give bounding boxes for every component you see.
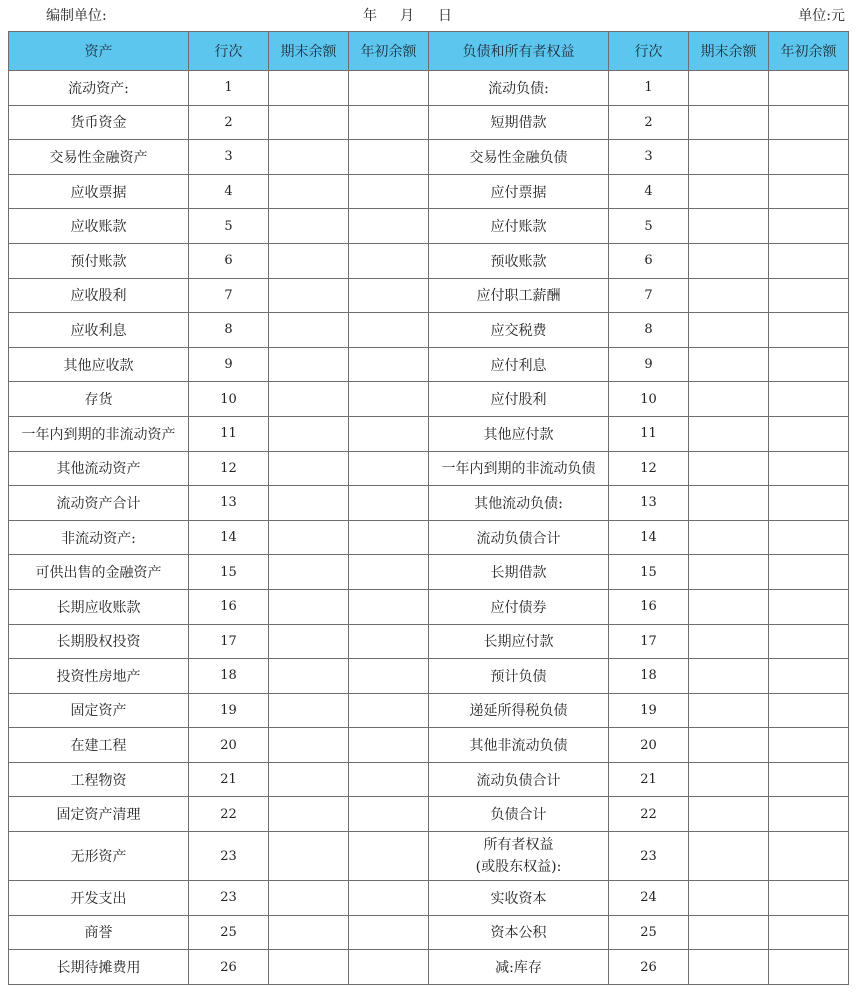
column-header-liab-ending-balance: 期末余额 (689, 32, 769, 71)
liability-item-cell: 其他应付款 (429, 416, 609, 451)
table-row (9, 520, 849, 555)
asset-ending-balance-cell[interactable] (269, 950, 349, 985)
asset-ending-balance-cell[interactable] (269, 589, 349, 624)
liability-line-no-cell: 2 (609, 105, 689, 140)
asset-opening-balance-cell[interactable] (349, 624, 429, 659)
liability-ending-balance-cell[interactable] (689, 451, 769, 486)
liability-line-no-cell: 10 (609, 382, 689, 417)
liability-opening-balance-cell[interactable] (769, 589, 849, 624)
liability-item-cell: 应付利息 (429, 347, 609, 382)
column-header-liab-line-no: 行次 (609, 32, 689, 71)
asset-ending-balance-cell[interactable] (269, 520, 349, 555)
liability-opening-balance-cell[interactable] (769, 520, 849, 555)
asset-item-cell: 应收票据 (9, 174, 189, 209)
liability-line-no-cell: 3 (609, 140, 689, 175)
liability-item-cell: 长期借款 (429, 555, 609, 590)
asset-opening-balance-cell[interactable] (349, 313, 429, 348)
liability-item-cell: 实收资本 (429, 881, 609, 916)
liability-opening-balance-cell[interactable] (769, 832, 849, 881)
asset-item-cell: 一年内到期的非流动资产 (9, 416, 189, 451)
liability-line-no-cell: 24 (609, 881, 689, 916)
liability-opening-balance-cell[interactable] (769, 347, 849, 382)
currency-unit-label: 单位:元 (798, 8, 845, 24)
asset-line-no-cell: 25 (189, 915, 269, 950)
table-row (9, 416, 849, 451)
table-row (9, 243, 849, 278)
asset-opening-balance-cell[interactable] (349, 347, 429, 382)
asset-item-cell: 投资性房地产 (9, 659, 189, 694)
asset-line-no-cell: 16 (189, 589, 269, 624)
balance-sheet-table (8, 31, 849, 985)
asset-item-cell: 长期股权投资 (9, 624, 189, 659)
liability-line-no-cell: 1 (609, 71, 689, 106)
date-day-label: 日 (438, 8, 452, 24)
table-header-row (9, 32, 849, 71)
asset-ending-balance-cell[interactable] (269, 762, 349, 797)
liability-line-no-cell: 14 (609, 520, 689, 555)
asset-ending-balance-cell[interactable] (269, 486, 349, 521)
liability-ending-balance-cell[interactable] (689, 243, 769, 278)
liability-ending-balance-cell[interactable] (689, 693, 769, 728)
liability-line-no-cell: 11 (609, 416, 689, 451)
table-row (9, 209, 849, 244)
asset-ending-balance-cell[interactable] (269, 624, 349, 659)
asset-ending-balance-cell[interactable] (269, 71, 349, 106)
liability-opening-balance-cell[interactable] (769, 728, 849, 763)
liability-opening-balance-cell[interactable] (769, 243, 849, 278)
liability-line-no-cell: 18 (609, 659, 689, 694)
asset-item-cell: 流动资产: (9, 71, 189, 106)
report-header (0, 0, 861, 30)
liability-opening-balance-cell[interactable] (769, 881, 849, 916)
liability-line-no-cell: 20 (609, 728, 689, 763)
liability-opening-balance-cell[interactable] (769, 105, 849, 140)
asset-line-no-cell: 20 (189, 728, 269, 763)
asset-opening-balance-cell[interactable] (349, 659, 429, 694)
liability-ending-balance-cell[interactable] (689, 347, 769, 382)
asset-opening-balance-cell[interactable] (349, 174, 429, 209)
column-header-liab-opening-balance: 年初余额 (769, 32, 849, 71)
liability-item-cell: 减:库存 (429, 950, 609, 985)
asset-opening-balance-cell[interactable] (349, 105, 429, 140)
liability-opening-balance-cell[interactable] (769, 624, 849, 659)
asset-ending-balance-cell[interactable] (269, 140, 349, 175)
liability-opening-balance-cell[interactable] (769, 140, 849, 175)
liability-line-no-cell: 21 (609, 762, 689, 797)
liability-item-cell: 资本公积 (429, 915, 609, 950)
asset-opening-balance-cell[interactable] (349, 762, 429, 797)
liability-ending-balance-cell[interactable] (689, 915, 769, 950)
table-row (9, 950, 849, 985)
asset-opening-balance-cell[interactable] (349, 693, 429, 728)
liability-ending-balance-cell[interactable] (689, 313, 769, 348)
table-row (9, 140, 849, 175)
asset-ending-balance-cell[interactable] (269, 555, 349, 590)
asset-line-no-cell: 15 (189, 555, 269, 590)
liability-ending-balance-cell[interactable] (689, 624, 769, 659)
asset-item-cell: 其他应收款 (9, 347, 189, 382)
asset-item-cell: 固定资产 (9, 693, 189, 728)
liability-line-no-cell: 13 (609, 486, 689, 521)
liability-opening-balance-cell[interactable] (769, 486, 849, 521)
liability-opening-balance-cell[interactable] (769, 915, 849, 950)
asset-item-cell: 应收利息 (9, 313, 189, 348)
liability-line-no-cell: 12 (609, 451, 689, 486)
liability-line-no-cell: 7 (609, 278, 689, 313)
liability-line-no-cell: 15 (609, 555, 689, 590)
liability-opening-balance-cell[interactable] (769, 693, 849, 728)
table-row (9, 347, 849, 382)
date-month-label: 月 (400, 8, 414, 24)
table-row (9, 797, 849, 832)
liability-ending-balance-cell[interactable] (689, 589, 769, 624)
column-header-liabilities-equity: 负债和所有者权益 (429, 32, 609, 71)
liability-item-cell: 流动负债合计 (429, 520, 609, 555)
liability-opening-balance-cell[interactable] (769, 71, 849, 106)
asset-item-cell: 应收账款 (9, 209, 189, 244)
column-header-asset-line-no: 行次 (189, 32, 269, 71)
liability-ending-balance-cell[interactable] (689, 555, 769, 590)
liability-item-cell: 递延所得税负债 (429, 693, 609, 728)
asset-opening-balance-cell[interactable] (349, 555, 429, 590)
asset-opening-balance-cell[interactable] (349, 832, 429, 881)
asset-item-cell: 长期应收账款 (9, 589, 189, 624)
liability-opening-balance-cell[interactable] (769, 950, 849, 985)
asset-opening-balance-cell[interactable] (349, 243, 429, 278)
asset-item-cell: 存货 (9, 382, 189, 417)
liability-ending-balance-cell[interactable] (689, 174, 769, 209)
date-year-label: 年 (363, 8, 377, 24)
asset-opening-balance-cell[interactable] (349, 797, 429, 832)
liability-opening-balance-cell[interactable] (769, 555, 849, 590)
asset-item-cell: 交易性金融资产 (9, 140, 189, 175)
liability-ending-balance-cell[interactable] (689, 486, 769, 521)
column-header-asset-opening-balance: 年初余额 (349, 32, 429, 71)
table-row (9, 486, 849, 521)
asset-opening-balance-cell[interactable] (349, 728, 429, 763)
liability-line-no-cell: 19 (609, 693, 689, 728)
liability-item-cell: 流动负债: (429, 71, 609, 106)
table-row (9, 278, 849, 313)
table-row (9, 71, 849, 106)
asset-item-cell: 其他流动资产 (9, 451, 189, 486)
liability-item-cell: 应交税费 (429, 313, 609, 348)
liability-opening-balance-cell[interactable] (769, 416, 849, 451)
asset-ending-balance-cell[interactable] (269, 881, 349, 916)
liability-ending-balance-cell[interactable] (689, 278, 769, 313)
liability-item-cell: 应付股利 (429, 382, 609, 417)
table-row (9, 728, 849, 763)
liability-line-no-cell: 6 (609, 243, 689, 278)
liability-opening-balance-cell[interactable] (769, 278, 849, 313)
liability-item-cell: 负债合计 (429, 797, 609, 832)
asset-opening-balance-cell[interactable] (349, 416, 429, 451)
table-row (9, 659, 849, 694)
asset-line-no-cell: 14 (189, 520, 269, 555)
asset-opening-balance-cell[interactable] (349, 71, 429, 106)
liability-line-no-cell: 16 (609, 589, 689, 624)
table-row (9, 762, 849, 797)
column-header-asset-ending-balance: 期末余额 (269, 32, 349, 71)
asset-opening-balance-cell[interactable] (349, 140, 429, 175)
asset-opening-balance-cell[interactable] (349, 209, 429, 244)
asset-ending-balance-cell[interactable] (269, 382, 349, 417)
table-row (9, 105, 849, 140)
asset-line-no-cell: 21 (189, 762, 269, 797)
asset-line-no-cell: 22 (189, 797, 269, 832)
asset-ending-balance-cell[interactable] (269, 451, 349, 486)
liability-ending-balance-cell[interactable] (689, 762, 769, 797)
asset-line-no-cell: 18 (189, 659, 269, 694)
asset-item-cell: 应收股利 (9, 278, 189, 313)
liability-item-cell: 其他非流动负债 (429, 728, 609, 763)
asset-opening-balance-cell[interactable] (349, 589, 429, 624)
liability-item-cell: 交易性金融负债 (429, 140, 609, 175)
liability-ending-balance-cell[interactable] (689, 950, 769, 985)
table-row (9, 174, 849, 209)
liability-ending-balance-cell[interactable] (689, 416, 769, 451)
asset-line-no-cell: 23 (189, 832, 269, 881)
asset-opening-balance-cell[interactable] (349, 382, 429, 417)
asset-line-no-cell: 11 (189, 416, 269, 451)
asset-opening-balance-cell[interactable] (349, 520, 429, 555)
liability-item-cell: 流动负债合计 (429, 762, 609, 797)
asset-ending-balance-cell[interactable] (269, 174, 349, 209)
asset-line-no-cell: 23 (189, 881, 269, 916)
liability-ending-balance-cell[interactable] (689, 881, 769, 916)
liability-opening-balance-cell[interactable] (769, 797, 849, 832)
table-row (9, 589, 849, 624)
asset-opening-balance-cell[interactable] (349, 881, 429, 916)
asset-line-no-cell: 9 (189, 347, 269, 382)
asset-item-cell: 非流动资产: (9, 520, 189, 555)
liability-ending-balance-cell[interactable] (689, 832, 769, 881)
asset-item-cell: 可供出售的金融资产 (9, 555, 189, 590)
liability-line-no-cell: 8 (609, 313, 689, 348)
asset-ending-balance-cell[interactable] (269, 209, 349, 244)
table-row (9, 832, 849, 881)
table-row (9, 313, 849, 348)
liability-opening-balance-cell[interactable] (769, 313, 849, 348)
column-header-assets: 资产 (9, 32, 189, 71)
asset-ending-balance-cell[interactable] (269, 278, 349, 313)
liability-line-no-cell: 22 (609, 797, 689, 832)
liability-ending-balance-cell[interactable] (689, 797, 769, 832)
liability-opening-balance-cell[interactable] (769, 762, 849, 797)
liability-opening-balance-cell[interactable] (769, 174, 849, 209)
liability-line-no-cell: 5 (609, 209, 689, 244)
asset-ending-balance-cell[interactable] (269, 693, 349, 728)
liability-line-no-cell: 26 (609, 950, 689, 985)
liability-item-cell: 应付债券 (429, 589, 609, 624)
liability-item-cell: 其他流动负债: (429, 486, 609, 521)
asset-ending-balance-cell[interactable] (269, 347, 349, 382)
liability-line-no-cell: 4 (609, 174, 689, 209)
liability-item-cell: 短期借款 (429, 105, 609, 140)
liability-ending-balance-cell[interactable] (689, 382, 769, 417)
table-row (9, 624, 849, 659)
asset-line-no-cell: 26 (189, 950, 269, 985)
asset-line-no-cell: 7 (189, 278, 269, 313)
asset-line-no-cell: 17 (189, 624, 269, 659)
table-row (9, 881, 849, 916)
liability-opening-balance-cell[interactable] (769, 451, 849, 486)
liability-item-cell: 应付账款 (429, 209, 609, 244)
asset-item-cell: 长期待摊费用 (9, 950, 189, 985)
asset-item-cell: 货币资金 (9, 105, 189, 140)
asset-ending-balance-cell[interactable] (269, 797, 349, 832)
liability-line-no-cell: 25 (609, 915, 689, 950)
table-row (9, 915, 849, 950)
liability-item-cell: 应付票据 (429, 174, 609, 209)
asset-item-cell: 无形资产 (9, 832, 189, 881)
asset-ending-balance-cell[interactable] (269, 832, 349, 881)
asset-line-no-cell: 13 (189, 486, 269, 521)
liability-ending-balance-cell[interactable] (689, 659, 769, 694)
liability-item-line-1: 所有者权益 (483, 837, 554, 854)
asset-item-cell: 开发支出 (9, 881, 189, 916)
asset-line-no-cell: 5 (189, 209, 269, 244)
liability-ending-balance-cell[interactable] (689, 209, 769, 244)
liability-ending-balance-cell[interactable] (689, 728, 769, 763)
asset-ending-balance-cell[interactable] (269, 416, 349, 451)
table-row (9, 451, 849, 486)
asset-opening-balance-cell[interactable] (349, 278, 429, 313)
liability-ending-balance-cell[interactable] (689, 105, 769, 140)
reporting-entity-label: 编制单位: (46, 8, 107, 24)
asset-ending-balance-cell[interactable] (269, 243, 349, 278)
liability-opening-balance-cell[interactable] (769, 209, 849, 244)
asset-opening-balance-cell[interactable] (349, 950, 429, 985)
liability-item-cell: 长期应付款 (429, 624, 609, 659)
asset-item-cell: 工程物资 (9, 762, 189, 797)
asset-line-no-cell: 4 (189, 174, 269, 209)
asset-item-cell: 预付账款 (9, 243, 189, 278)
asset-line-no-cell: 10 (189, 382, 269, 417)
asset-item-cell: 固定资产清理 (9, 797, 189, 832)
liability-item-cell: 预收账款 (429, 243, 609, 278)
asset-ending-balance-cell[interactable] (269, 313, 349, 348)
asset-ending-balance-cell[interactable] (269, 105, 349, 140)
asset-ending-balance-cell[interactable] (269, 915, 349, 950)
asset-line-no-cell: 3 (189, 140, 269, 175)
liability-line-no-cell: 17 (609, 624, 689, 659)
liability-item-line-2: (或股东权益): (475, 859, 562, 876)
asset-ending-balance-cell[interactable] (269, 728, 349, 763)
liability-item-cell: 一年内到期的非流动负债 (429, 451, 609, 486)
asset-item-cell: 在建工程 (9, 728, 189, 763)
liability-opening-balance-cell[interactable] (769, 382, 849, 417)
asset-opening-balance-cell[interactable] (349, 915, 429, 950)
asset-item-cell: 商誉 (9, 915, 189, 950)
table-row (9, 555, 849, 590)
asset-line-no-cell: 12 (189, 451, 269, 486)
asset-line-no-cell: 6 (189, 243, 269, 278)
liability-item-cell (429, 832, 609, 881)
liability-opening-balance-cell[interactable] (769, 659, 849, 694)
asset-opening-balance-cell[interactable] (349, 451, 429, 486)
asset-ending-balance-cell[interactable] (269, 659, 349, 694)
liability-item-cell: 应付职工薪酬 (429, 278, 609, 313)
asset-line-no-cell: 19 (189, 693, 269, 728)
asset-item-cell: 流动资产合计 (9, 486, 189, 521)
table-row (9, 382, 849, 417)
asset-line-no-cell: 8 (189, 313, 269, 348)
liability-ending-balance-cell[interactable] (689, 140, 769, 175)
table-row (9, 693, 849, 728)
liability-ending-balance-cell[interactable] (689, 71, 769, 106)
liability-line-no-cell: 9 (609, 347, 689, 382)
asset-line-no-cell: 2 (189, 105, 269, 140)
asset-line-no-cell: 1 (189, 71, 269, 106)
liability-line-no-cell: 23 (609, 832, 689, 881)
liability-item-cell: 预计负债 (429, 659, 609, 694)
asset-opening-balance-cell[interactable] (349, 486, 429, 521)
liability-ending-balance-cell[interactable] (689, 520, 769, 555)
